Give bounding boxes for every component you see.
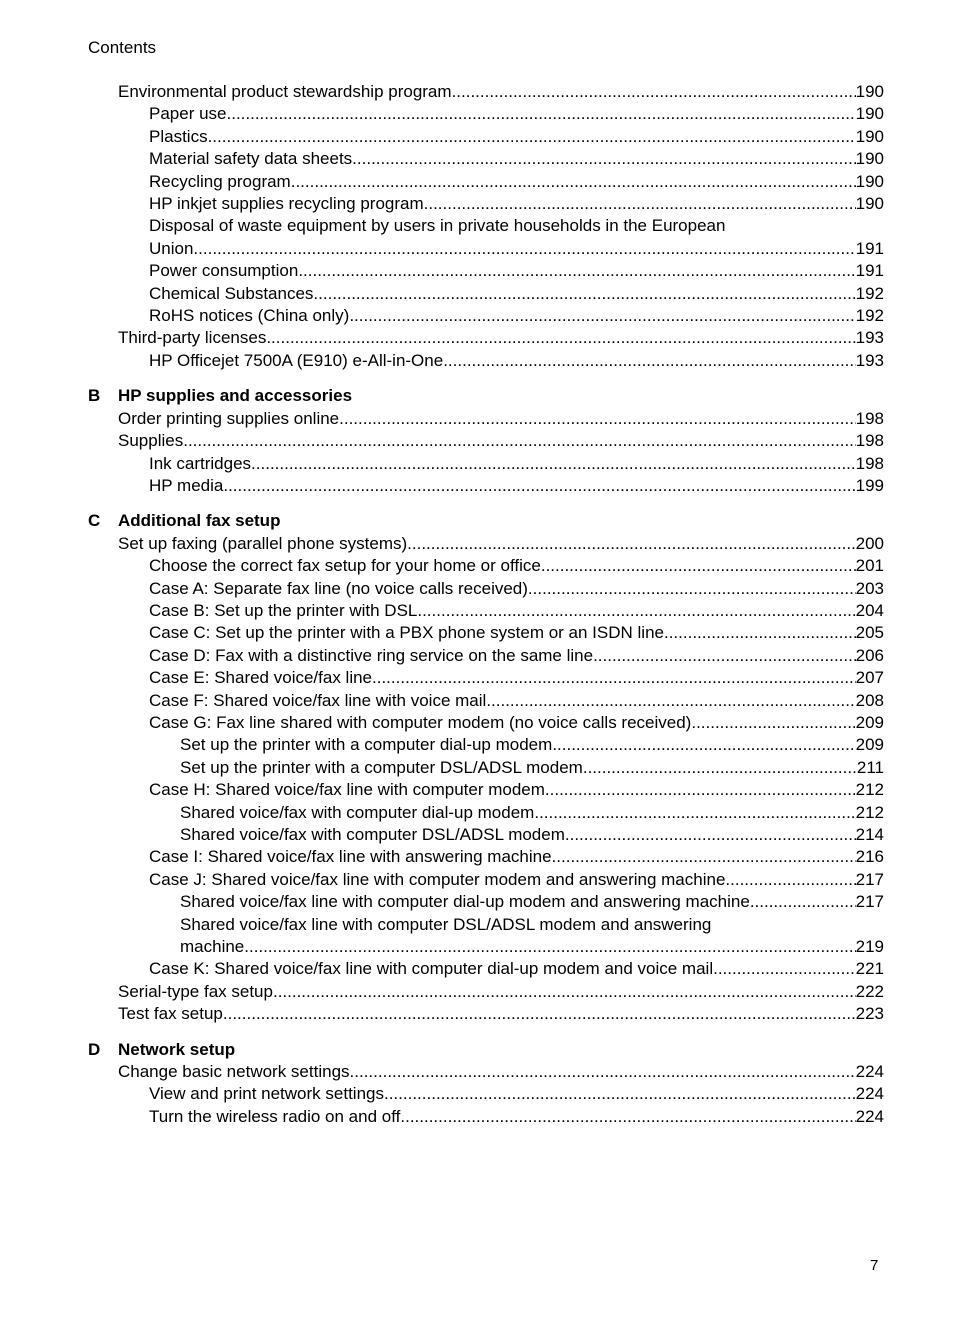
toc-entry-page: 205 (855, 623, 884, 643)
toc-entry-title: Shared voice/fax line with computer DSL/ADSL modem and answering (180, 914, 712, 934)
dot-leader (593, 645, 856, 667)
toc-entry-title: HP Officejet 7500A (E910) e-All-in-One (149, 350, 444, 370)
appendix-title: HP supplies and accessories (118, 386, 353, 406)
dot-leader (417, 600, 855, 622)
toc-entry[interactable] (88, 891, 884, 913)
toc-entry[interactable] (88, 846, 884, 868)
toc-entry-title: Case F: Shared voice/fax line with voice mail (149, 690, 487, 710)
toc-entry-page: 191 (855, 238, 884, 258)
dot-leader (266, 327, 855, 349)
toc-entry-title-continuation: Union (149, 238, 194, 258)
toc-entry-page: 192 (855, 283, 884, 303)
toc-entry[interactable] (88, 914, 884, 959)
dot-leader (750, 891, 856, 913)
dot-leader (424, 193, 856, 215)
toc-entry-page: 190 (855, 194, 884, 214)
toc-entry[interactable] (88, 645, 884, 667)
toc-entry[interactable] (88, 555, 884, 577)
dot-leader (251, 453, 856, 475)
toc-entry-title: Case I: Shared voice/fax line with answering machine (149, 847, 552, 867)
toc-entry[interactable] (88, 533, 884, 555)
toc-entry[interactable] (88, 1106, 884, 1128)
toc-entry-page: 204 (855, 600, 884, 620)
toc-entry-title: Serial-type fax setup (118, 981, 273, 1001)
toc-entry[interactable] (88, 126, 884, 148)
toc-entry-page: 208 (855, 690, 884, 710)
toc-entry-page: 209 (855, 735, 884, 755)
dot-leader (541, 555, 856, 577)
toc-entry[interactable] (88, 1083, 884, 1105)
toc-entry[interactable] (88, 283, 884, 305)
toc-entry[interactable] (88, 193, 884, 215)
toc-entry-title: Environmental product stewardship program (118, 82, 452, 101)
toc-section (88, 385, 884, 497)
toc-entry-title: Third-party licenses (118, 328, 267, 348)
toc-entry-title: Turn the wireless radio on and off (149, 1106, 401, 1126)
dot-leader (486, 690, 855, 712)
dot-leader (298, 260, 855, 282)
toc-entry-page: 223 (855, 1004, 884, 1024)
toc-entry[interactable] (88, 1003, 884, 1025)
toc-entry[interactable] (88, 824, 884, 846)
appendix-heading (88, 510, 884, 532)
toc-entry-title: Change basic network settings (118, 1062, 350, 1082)
toc-entry[interactable] (88, 1061, 884, 1083)
dot-leader (244, 936, 855, 958)
dot-leader (223, 1003, 856, 1025)
toc-entry[interactable] (88, 430, 884, 452)
toc-entry[interactable] (88, 453, 884, 475)
toc-entry[interactable] (88, 958, 884, 980)
toc-entry-title-continuation: machine (180, 937, 245, 957)
toc-entry[interactable] (88, 171, 884, 193)
dot-leader (545, 779, 856, 801)
dot-leader (384, 1083, 856, 1105)
toc-section (88, 510, 884, 1025)
toc-entry-title: Case C: Set up the printer with a PBX phone system or an ISDN line (149, 623, 664, 643)
dot-leader (452, 81, 856, 103)
dot-leader (352, 148, 855, 170)
appendix-title: Network setup (118, 1039, 236, 1059)
running-head: Contents (88, 38, 157, 57)
toc-entry-page: 224 (855, 1084, 884, 1104)
toc-entry-continuation-line (149, 238, 884, 260)
toc-entry[interactable] (88, 408, 884, 430)
toc-entry-page: 224 (855, 1062, 884, 1082)
appendix-heading (88, 1039, 884, 1061)
toc-entry-title: Supplies (118, 431, 184, 451)
toc-entry-title: Paper use (149, 104, 227, 124)
toc-entry-page: 207 (855, 668, 884, 688)
toc-entry-page: 211 (856, 757, 884, 777)
toc-entry-continuation-line (180, 936, 884, 958)
toc-entry-page: 206 (855, 645, 884, 665)
dot-leader (208, 126, 856, 148)
toc-entry-title: Shared voice/fax with computer dial-up modem (180, 802, 535, 822)
toc-entry-title: Set up the printer with a computer dial-up modem (180, 735, 553, 755)
toc-entry-title: Case H: Shared voice/fax line with computer modem (149, 780, 545, 800)
toc-entry-page: 214 (855, 825, 884, 844)
toc-entry[interactable] (88, 260, 884, 282)
toc-entry-title: Case B: Set up the printer with DSL (149, 600, 418, 620)
toc-entry-page: 190 (855, 149, 884, 169)
appendix-letter: C (88, 511, 101, 531)
toc-entry[interactable] (88, 578, 884, 600)
dot-leader (407, 533, 855, 555)
toc-entry-page: 191 (855, 261, 884, 281)
toc-entry-title: Order printing supplies online (118, 408, 340, 428)
toc-entry-title: Chemical Substances (149, 283, 314, 303)
toc-entry-title: Shared voice/fax with computer DSL/ADSL modem (180, 825, 565, 844)
dot-leader (400, 1106, 855, 1128)
toc-entry[interactable] (88, 327, 884, 349)
toc-entry[interactable] (88, 802, 884, 824)
toc-entry[interactable] (88, 779, 884, 801)
toc-entry-page: 201 (855, 556, 884, 576)
toc-entry[interactable] (88, 350, 884, 372)
toc-entry-title: Disposal of waste equipment by users in private households in the European (149, 216, 726, 236)
dot-leader (691, 712, 855, 734)
toc-entry-page: 221 (855, 959, 884, 979)
toc-entry[interactable] (88, 869, 884, 891)
toc-entry-page: 190 (855, 82, 884, 101)
toc-entry-title: Power consumption (149, 261, 299, 281)
toc-entry-page: 200 (855, 533, 884, 553)
toc-entry-title: Set up faxing (parallel phone systems) (118, 533, 408, 553)
toc-entry-title: Case A: Separate fax line (no voice calls received) (149, 578, 528, 598)
toc-entry[interactable] (88, 103, 884, 125)
dot-leader (443, 350, 855, 372)
dot-leader (725, 869, 855, 891)
toc-entry[interactable] (88, 712, 884, 734)
dot-leader (350, 1061, 856, 1083)
toc-entry-title: HP media (149, 475, 224, 495)
dot-leader (313, 283, 855, 305)
toc-entry-page: 198 (855, 453, 884, 473)
toc-entry-title: HP inkjet supplies recycling program (149, 194, 424, 214)
dot-leader (583, 757, 857, 779)
toc-entry-title: Case J: Shared voice/fax line with computer modem and answering machine (149, 869, 726, 889)
toc-entry[interactable] (88, 734, 884, 756)
toc-entry-page: 190 (855, 171, 884, 191)
toc-entry-page: 212 (855, 780, 884, 800)
toc-entry[interactable] (88, 148, 884, 170)
toc-entry-page: 193 (855, 328, 884, 348)
toc-entry-page: 219 (855, 937, 884, 957)
toc-entry-title: RoHS notices (China only) (149, 306, 350, 326)
dot-leader (227, 103, 856, 125)
toc-entry-title: Recycling program (149, 171, 291, 191)
toc-entry-page: 222 (855, 981, 884, 1001)
toc-entry-page: 193 (855, 350, 884, 370)
toc-entry-title: Shared voice/fax line with computer dial-up modem and answering machine (180, 892, 750, 912)
toc-entry-page: 190 (855, 126, 884, 146)
toc-entry[interactable] (88, 667, 884, 689)
dot-leader (552, 734, 855, 756)
toc-entry-title: Set up the printer with a computer DSL/ADSL modem (180, 757, 583, 777)
toc-entry-title: Plastics (149, 126, 208, 146)
dot-leader (339, 408, 856, 430)
dot-leader (372, 667, 856, 689)
appendix-letter: B (88, 386, 101, 406)
toc-entry-title: Case E: Shared voice/fax line (149, 668, 373, 688)
toc-entry-title: Choose the correct fax setup for your home or office (149, 556, 541, 576)
toc-entry-page: 212 (855, 802, 884, 822)
toc-entry-page: 198 (855, 431, 884, 451)
appendix-letter: D (88, 1039, 101, 1059)
toc-entry[interactable] (88, 981, 884, 1003)
dot-leader (565, 824, 856, 846)
toc-section (88, 81, 884, 372)
toc-entry-title: View and print network settings (149, 1084, 384, 1104)
toc-entry-title: Material safety data sheets (149, 149, 353, 169)
toc-entry-page: 224 (855, 1106, 884, 1126)
dot-leader (183, 430, 855, 452)
toc-entry[interactable] (88, 475, 884, 497)
dot-leader (534, 802, 855, 824)
toc-entry-page: 198 (855, 408, 884, 428)
toc-entry-page: 209 (855, 712, 884, 732)
toc-entry-title: Case K: Shared voice/fax line with computer dial-up modem and voice mail (149, 959, 714, 979)
toc-entry[interactable] (88, 600, 884, 622)
toc-entry-title: Ink cartridges (149, 453, 252, 473)
dot-leader (713, 958, 856, 980)
toc-entry-page: 217 (855, 869, 884, 889)
dot-leader (664, 622, 856, 644)
toc-entry-page: 217 (855, 892, 884, 912)
table-of-contents (88, 81, 884, 1128)
dot-leader (273, 981, 856, 1003)
toc-entry-title: Case G: Fax line shared with computer modem (no voice calls received) (149, 712, 692, 732)
toc-entry[interactable] (88, 81, 884, 103)
toc-entry[interactable] (88, 215, 884, 260)
appendix-heading (88, 385, 884, 407)
dot-leader (193, 238, 855, 260)
toc-entry-page: 192 (855, 306, 884, 326)
page-number: 7 (870, 1257, 879, 1274)
dot-leader (552, 846, 856, 868)
appendix-title: Additional fax setup (118, 511, 281, 531)
toc-entry[interactable] (88, 690, 884, 712)
toc-entry-title: Case D: Fax with a distinctive ring service on the same line (149, 645, 594, 665)
toc-entry-page: 216 (855, 847, 884, 867)
dot-leader (349, 305, 855, 327)
toc-entry[interactable] (88, 757, 884, 779)
toc-entry[interactable] (88, 305, 884, 327)
toc-entry-title: Test fax setup (118, 1004, 223, 1024)
dot-leader (223, 475, 855, 497)
dot-leader (291, 171, 856, 193)
toc-section (88, 1039, 884, 1129)
dot-leader (528, 578, 856, 600)
toc-entry[interactable] (88, 622, 884, 644)
toc-entry-page: 199 (855, 475, 884, 495)
toc-entry-page: 203 (855, 578, 884, 598)
toc-entry-page: 190 (855, 104, 884, 124)
